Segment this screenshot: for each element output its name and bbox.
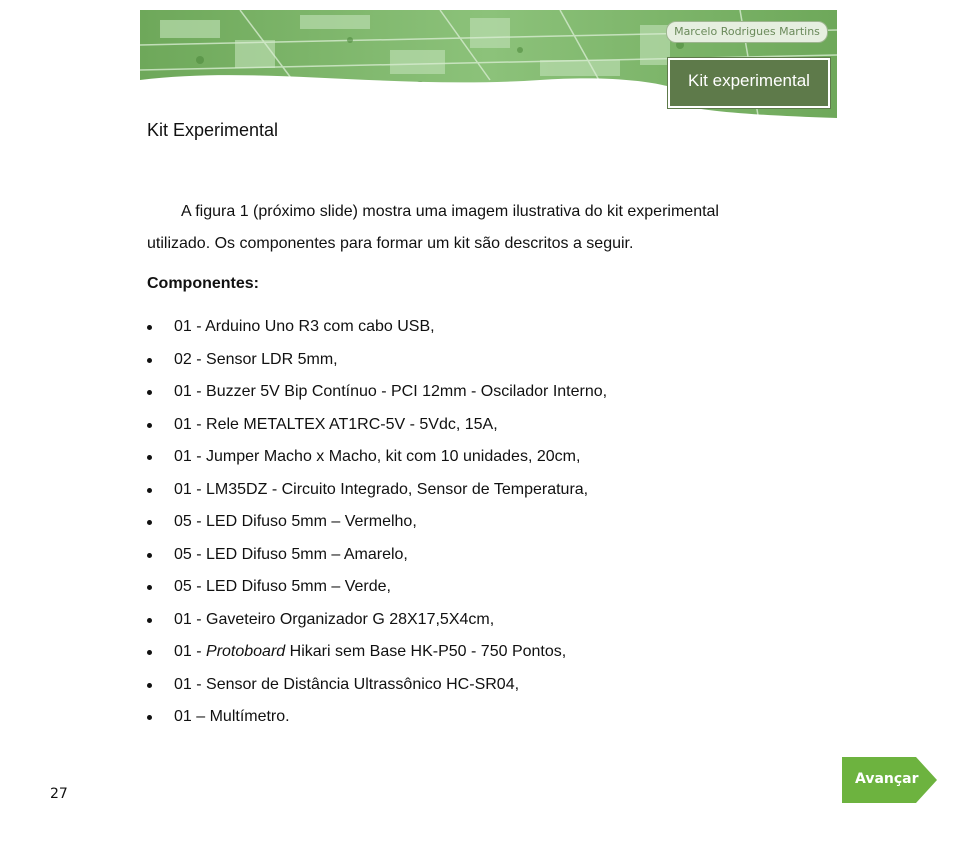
list-item-text-pre: 01 - — [174, 643, 207, 660]
bullet-icon — [147, 650, 152, 655]
list-item — [147, 345, 867, 378]
list-item — [147, 572, 867, 605]
bullet-icon — [147, 618, 152, 623]
list-item-text: 01 - LM35DZ - Circuito Integrado, Sensor de Temperatura, — [174, 480, 589, 498]
bullet-icon — [147, 455, 152, 460]
list-item-text: 01 - Arduino Uno R3 com cabo USB, — [174, 318, 435, 335]
list-item — [147, 442, 867, 475]
list-item-text: 01 - Buzzer 5V Bip Contínuo - PCI 12mm - Oscilador Interno, — [174, 383, 608, 400]
list-item-text: 05 - LED Difuso 5mm – Verde, — [174, 578, 391, 595]
list-item-text: 01 - Gaveteiro Organizador G 28X17,5X4cm, — [174, 610, 495, 628]
list-item-text: 05 - LED Difuso 5mm – Amarelo, — [174, 545, 408, 563]
list-item-text-italic: Protoboard — [206, 643, 286, 660]
bullet-icon — [147, 325, 152, 330]
components-list — [147, 312, 867, 735]
section-tag: Kit experimental — [668, 58, 830, 108]
paragraph-line-2: utilizado. Os componentes para formar um kit são descritos a seguir. — [147, 235, 634, 252]
list-item — [147, 540, 867, 573]
bullet-icon — [147, 715, 152, 720]
bullet-icon — [147, 390, 152, 395]
list-item-text: 02 - Sensor LDR 5mm, — [174, 350, 338, 368]
bullet-icon — [147, 358, 152, 363]
list-item-text: 01 - Sensor de Distância Ultrassônico HC-SR04, — [174, 675, 520, 693]
list-item — [147, 637, 867, 670]
next-button-label: Avançar — [855, 771, 919, 787]
list-item — [147, 312, 867, 345]
list-item — [147, 475, 867, 508]
paragraph-line-1: A figura 1 (próximo slide) mostra uma imagem ilustrativa do kit experimental — [181, 203, 719, 220]
bullet-icon — [147, 553, 152, 558]
bullet-icon — [147, 520, 152, 525]
list-item-text: 01 - Jumper Macho x Macho, kit com 10 unidades, 20cm, — [174, 448, 581, 465]
page-title: Kit Experimental — [147, 120, 279, 140]
list-item-text: 01 - Rele METALTEX AT1RC-5V - 5Vdc, 15A, — [174, 415, 498, 433]
next-button[interactable] — [842, 757, 937, 803]
list-item — [147, 410, 867, 443]
list-item — [147, 702, 867, 735]
list-item — [147, 507, 867, 540]
components-heading: Componentes: — [147, 275, 259, 292]
author-badge: Marcelo Rodrigues Martins — [666, 21, 828, 43]
bullet-icon — [147, 423, 152, 428]
header-banner — [140, 10, 837, 127]
intro-paragraph — [147, 196, 847, 260]
list-item — [147, 377, 867, 410]
page-number: 27 — [50, 786, 68, 802]
bullet-icon — [147, 683, 152, 688]
list-item — [147, 670, 867, 703]
list-item — [147, 605, 867, 638]
bullet-icon — [147, 585, 152, 590]
list-item-text-post: Hikari sem Base HK-P50 - 750 Pontos, — [285, 643, 567, 660]
list-item-text: 01 – Multímetro. — [174, 708, 290, 725]
bullet-icon — [147, 488, 152, 493]
list-item-text: 05 - LED Difuso 5mm – Vermelho, — [174, 513, 417, 530]
